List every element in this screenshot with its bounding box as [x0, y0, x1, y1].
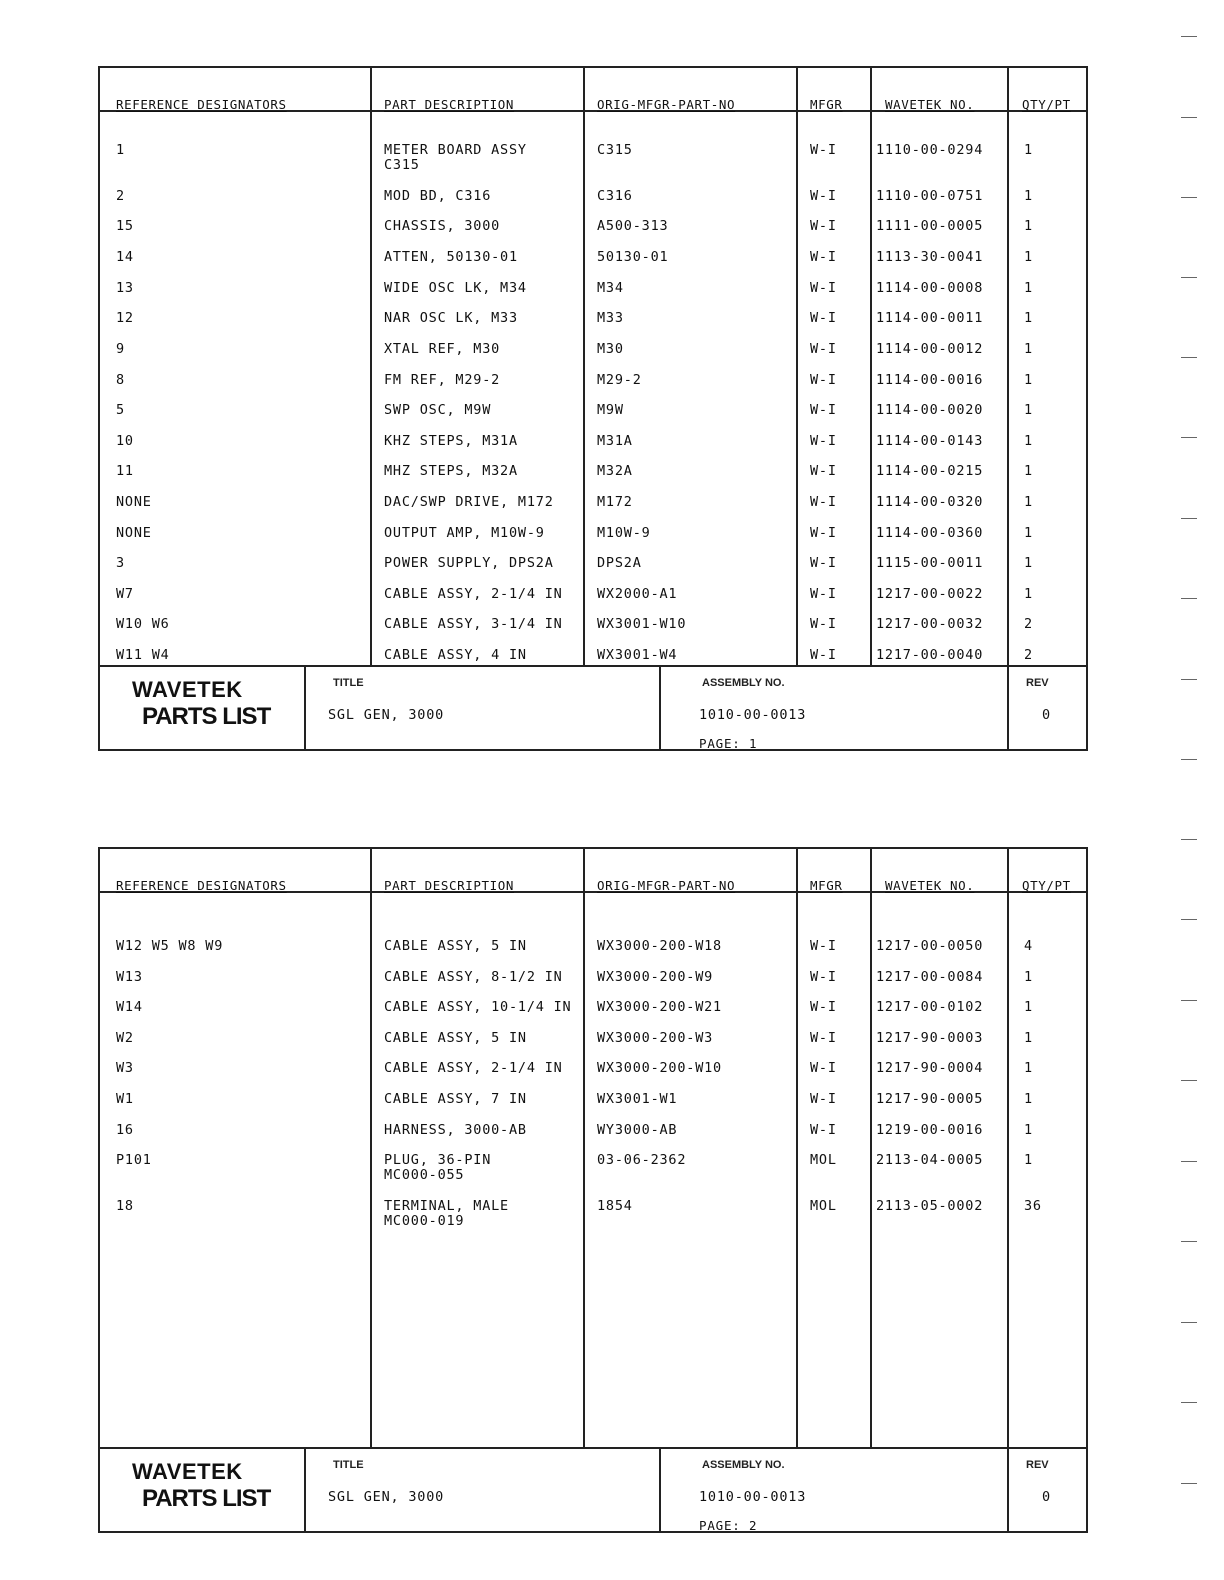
cell-qty: 2	[1024, 616, 1033, 632]
header-desc: PART DESCRIPTION	[384, 878, 515, 893]
margin-tick	[1181, 1000, 1197, 1001]
parts-list-sheet-page-2	[98, 847, 1088, 1533]
assembly-label: ASSEMBLY NO.	[702, 1459, 785, 1471]
cell-orig: WY3000-AB	[597, 1122, 678, 1138]
cell-wavetek: 2113-05-0002	[876, 1198, 984, 1214]
margin-tick	[1181, 679, 1197, 680]
logo-wordmark: WAVETEK	[132, 1459, 243, 1484]
cell-orig: WX3001-W1	[597, 1091, 678, 1107]
cell-desc: SWP OSC, M9W	[384, 402, 492, 418]
cell-mfgr: W-I	[810, 463, 837, 479]
title-block-divider	[659, 665, 661, 749]
margin-tick	[1181, 36, 1197, 37]
margin-tick	[1181, 1080, 1197, 1081]
header-orig: ORIG-MFGR-PART-NO	[597, 97, 736, 112]
cell-desc: MHZ STEPS, M32A	[384, 463, 518, 479]
page-number: PAGE: 1	[699, 736, 758, 751]
parts-list-sheet-page-1	[98, 66, 1088, 751]
cell-desc: CABLE ASSY, 4 IN	[384, 647, 527, 663]
header-wavetek: WAVETEK NO.	[885, 97, 975, 112]
cell-ref: NONE	[116, 525, 152, 541]
margin-tick	[1181, 1483, 1197, 1484]
title-block-divider	[1007, 1447, 1009, 1531]
cell-orig: WX3000-200-W9	[597, 969, 714, 985]
cell-mfgr: W-I	[810, 525, 837, 541]
cell-mfgr: MOL	[810, 1152, 837, 1168]
page-number: PAGE: 2	[699, 1518, 758, 1533]
column-divider	[583, 68, 585, 667]
cell-orig: M33	[597, 310, 624, 326]
cell-desc: CABLE ASSY, 7 IN	[384, 1091, 527, 1107]
column-divider	[796, 68, 798, 667]
cell-orig: M10W-9	[597, 525, 651, 541]
cell-qty: 1	[1024, 218, 1033, 234]
cell-ref: W10 W6	[116, 616, 170, 632]
cell-qty: 1	[1024, 1152, 1033, 1168]
cell-orig: M29-2	[597, 372, 642, 388]
cell-desc: METER BOARD ASSY C315	[384, 142, 527, 173]
column-divider	[370, 68, 372, 667]
cell-qty: 1	[1024, 249, 1033, 265]
logo-wordmark: WAVETEK	[132, 677, 243, 702]
assembly-value: 1010-00-0013	[699, 707, 807, 723]
cell-wavetek: 1114-00-0008	[876, 280, 984, 296]
cell-wavetek: 1115-00-0011	[876, 555, 984, 571]
title-block	[100, 665, 1086, 749]
margin-tick	[1181, 117, 1197, 118]
cell-qty: 1	[1024, 525, 1033, 541]
cell-orig: M30	[597, 341, 624, 357]
title-block-divider	[304, 1447, 306, 1531]
rev-label: REV	[1026, 1459, 1049, 1471]
cell-wavetek: 1217-00-0022	[876, 586, 984, 602]
cell-mfgr: W-I	[810, 999, 837, 1015]
cell-qty: 1	[1024, 463, 1033, 479]
cell-desc: NAR OSC LK, M33	[384, 310, 518, 326]
cell-mfgr: W-I	[810, 938, 837, 954]
cell-desc: POWER SUPPLY, DPS2A	[384, 555, 554, 571]
cell-mfgr: W-I	[810, 249, 837, 265]
cell-mfgr: W-I	[810, 310, 837, 326]
header-mfgr: MFGR	[810, 878, 843, 893]
cell-orig: M9W	[597, 402, 624, 418]
cell-orig: 03-06-2362	[597, 1152, 687, 1168]
cell-mfgr: W-I	[810, 341, 837, 357]
cell-ref: W1	[116, 1091, 134, 1107]
column-divider	[870, 849, 872, 1449]
cell-ref: W2	[116, 1030, 134, 1046]
title-value: SGL GEN, 3000	[328, 1489, 445, 1505]
cell-ref: 13	[116, 280, 134, 296]
cell-mfgr: W-I	[810, 969, 837, 985]
cell-qty: 1	[1024, 494, 1033, 510]
title-value: SGL GEN, 3000	[328, 707, 445, 723]
column-divider	[796, 849, 798, 1449]
margin-tick	[1181, 1241, 1197, 1242]
cell-ref: 16	[116, 1122, 134, 1138]
cell-desc: XTAL REF, M30	[384, 341, 501, 357]
cell-orig: WX3000-200-W3	[597, 1030, 714, 1046]
cell-desc: CABLE ASSY, 5 IN	[384, 1030, 527, 1046]
cell-ref: 10	[116, 433, 134, 449]
cell-desc: TERMINAL, MALE MC000-019	[384, 1198, 509, 1229]
cell-wavetek: 1110-00-0294	[876, 142, 984, 158]
margin-tick	[1181, 759, 1197, 760]
title-label: TITLE	[333, 677, 364, 689]
cell-mfgr: MOL	[810, 1198, 837, 1214]
cell-orig: DPS2A	[597, 555, 642, 571]
cell-ref: 1	[116, 142, 125, 158]
cell-wavetek: 1114-00-0011	[876, 310, 984, 326]
cell-qty: 1	[1024, 188, 1033, 204]
margin-tick	[1181, 919, 1197, 920]
cell-wavetek: 2113-04-0005	[876, 1152, 984, 1168]
title-block-divider	[659, 1447, 661, 1531]
cell-qty: 1	[1024, 402, 1033, 418]
column-divider	[1007, 68, 1009, 667]
margin-tick	[1181, 598, 1197, 599]
cell-desc: KHZ STEPS, M31A	[384, 433, 518, 449]
cell-wavetek: 1114-00-0320	[876, 494, 984, 510]
rev-label: REV	[1026, 677, 1049, 689]
cell-orig: WX3001-W4	[597, 647, 678, 663]
cell-ref: 9	[116, 341, 125, 357]
cell-wavetek: 1114-00-0016	[876, 372, 984, 388]
column-divider	[583, 849, 585, 1449]
cell-wavetek: 1217-90-0003	[876, 1030, 984, 1046]
margin-tick	[1181, 277, 1197, 278]
cell-orig: WX3001-W10	[597, 616, 687, 632]
cell-desc: HARNESS, 3000-AB	[384, 1122, 527, 1138]
cell-qty: 1	[1024, 1091, 1033, 1107]
cell-orig: C316	[597, 188, 633, 204]
cell-mfgr: W-I	[810, 280, 837, 296]
title-block-divider	[304, 665, 306, 749]
cell-ref: 15	[116, 218, 134, 234]
cell-desc: CABLE ASSY, 5 IN	[384, 938, 527, 954]
column-divider	[370, 849, 372, 1449]
cell-orig: M32A	[597, 463, 633, 479]
cell-qty: 1	[1024, 310, 1033, 326]
cell-orig: M34	[597, 280, 624, 296]
cell-qty: 2	[1024, 647, 1033, 663]
cell-ref: 2	[116, 188, 125, 204]
cell-orig: WX2000-A1	[597, 586, 678, 602]
header-ref: REFERENCE DESIGNATORS	[116, 878, 287, 893]
cell-wavetek: 1217-00-0084	[876, 969, 984, 985]
cell-qty: 1	[1024, 280, 1033, 296]
cell-mfgr: W-I	[810, 555, 837, 571]
cell-mfgr: W-I	[810, 1060, 837, 1076]
cell-mfgr: W-I	[810, 494, 837, 510]
assembly-value: 1010-00-0013	[699, 1489, 807, 1505]
header-wavetek: WAVETEK NO.	[885, 878, 975, 893]
margin-tick	[1181, 357, 1197, 358]
title-block	[100, 1447, 1086, 1531]
cell-wavetek: 1217-00-0050	[876, 938, 984, 954]
header-mfgr: MFGR	[810, 97, 843, 112]
cell-wavetek: 1217-00-0040	[876, 647, 984, 663]
cell-ref: 14	[116, 249, 134, 265]
cell-qty: 36	[1024, 1198, 1042, 1214]
cell-orig: C315	[597, 142, 633, 158]
cell-wavetek: 1217-90-0004	[876, 1060, 984, 1076]
cell-orig: WX3000-200-W10	[597, 1060, 722, 1076]
cell-mfgr: W-I	[810, 647, 837, 663]
cell-qty: 1	[1024, 1060, 1033, 1076]
cell-mfgr: W-I	[810, 402, 837, 418]
cell-wavetek: 1114-00-0143	[876, 433, 984, 449]
margin-tick	[1181, 1402, 1197, 1403]
cell-wavetek: 1114-00-0012	[876, 341, 984, 357]
wavetek-logo	[100, 665, 304, 749]
cell-mfgr: W-I	[810, 433, 837, 449]
cell-orig: 1854	[597, 1198, 633, 1214]
cell-qty: 1	[1024, 1122, 1033, 1138]
cell-ref: 18	[116, 1198, 134, 1214]
cell-ref: 3	[116, 555, 125, 571]
margin-tick	[1181, 437, 1197, 438]
cell-wavetek: 1114-00-0360	[876, 525, 984, 541]
margin-tick	[1181, 518, 1197, 519]
cell-qty: 1	[1024, 555, 1033, 571]
margin-tick	[1181, 1322, 1197, 1323]
cell-ref: W12 W5 W8 W9	[116, 938, 224, 954]
cell-mfgr: W-I	[810, 1091, 837, 1107]
cell-orig: M172	[597, 494, 633, 510]
cell-ref: 8	[116, 372, 125, 388]
rev-value: 0	[1042, 1489, 1051, 1505]
cell-desc: OUTPUT AMP, M10W-9	[384, 525, 545, 541]
cell-orig: A500-313	[597, 218, 669, 234]
cell-desc: WIDE OSC LK, M34	[384, 280, 527, 296]
cell-wavetek: 1113-30-0041	[876, 249, 984, 265]
cell-desc: CHASSIS, 3000	[384, 218, 501, 234]
cell-desc: CABLE ASSY, 8-1/2 IN	[384, 969, 563, 985]
margin-tick	[1181, 1161, 1197, 1162]
cell-qty: 1	[1024, 1030, 1033, 1046]
header-orig: ORIG-MFGR-PART-NO	[597, 878, 736, 893]
cell-mfgr: W-I	[810, 218, 837, 234]
cell-wavetek: 1110-00-0751	[876, 188, 984, 204]
cell-wavetek: 1217-00-0102	[876, 999, 984, 1015]
cell-desc: PLUG, 36-PIN MC000-055	[384, 1152, 492, 1183]
cell-qty: 1	[1024, 142, 1033, 158]
logo-subtitle: PARTS LIST	[142, 703, 271, 730]
cell-ref: P101	[116, 1152, 152, 1168]
cell-orig: 50130-01	[597, 249, 669, 265]
margin-tick	[1181, 839, 1197, 840]
cell-desc: MOD BD, C316	[384, 188, 492, 204]
cell-mfgr: W-I	[810, 142, 837, 158]
cell-mfgr: W-I	[810, 616, 837, 632]
wavetek-logo	[100, 1447, 304, 1531]
cell-desc: CABLE ASSY, 2-1/4 IN	[384, 586, 563, 602]
cell-wavetek: 1114-00-0020	[876, 402, 984, 418]
cell-desc: DAC/SWP DRIVE, M172	[384, 494, 554, 510]
header-ref: REFERENCE DESIGNATORS	[116, 97, 287, 112]
cell-ref: W11 W4	[116, 647, 170, 663]
cell-wavetek: 1217-00-0032	[876, 616, 984, 632]
cell-ref: 12	[116, 310, 134, 326]
cell-qty: 1	[1024, 586, 1033, 602]
rev-value: 0	[1042, 707, 1051, 723]
cell-wavetek: 1219-00-0016	[876, 1122, 984, 1138]
title-block-divider	[1007, 665, 1009, 749]
cell-ref: NONE	[116, 494, 152, 510]
column-divider	[870, 68, 872, 667]
cell-orig: WX3000-200-W18	[597, 938, 722, 954]
cell-ref: W7	[116, 586, 134, 602]
cell-qty: 1	[1024, 999, 1033, 1015]
cell-ref: W13	[116, 969, 143, 985]
cell-orig: M31A	[597, 433, 633, 449]
cell-desc: CABLE ASSY, 10-1/4 IN	[384, 999, 572, 1015]
cell-wavetek: 1114-00-0215	[876, 463, 984, 479]
cell-mfgr: W-I	[810, 586, 837, 602]
cell-desc: FM REF, M29-2	[384, 372, 501, 388]
cell-ref: W3	[116, 1060, 134, 1076]
cell-qty: 1	[1024, 433, 1033, 449]
cell-wavetek: 1111-00-0005	[876, 218, 984, 234]
assembly-label: ASSEMBLY NO.	[702, 677, 785, 689]
cell-qty: 1	[1024, 372, 1033, 388]
cell-qty: 1	[1024, 341, 1033, 357]
cell-wavetek: 1217-90-0005	[876, 1091, 984, 1107]
cell-qty: 1	[1024, 969, 1033, 985]
column-divider	[1007, 849, 1009, 1449]
cell-mfgr: W-I	[810, 1030, 837, 1046]
header-desc: PART DESCRIPTION	[384, 97, 515, 112]
cell-desc: ATTEN, 50130-01	[384, 249, 518, 265]
cell-qty: 4	[1024, 938, 1033, 954]
cell-ref: 5	[116, 402, 125, 418]
cell-mfgr: W-I	[810, 372, 837, 388]
header-qty: QTY/PT	[1022, 97, 1071, 112]
cell-ref: 11	[116, 463, 134, 479]
cell-mfgr: W-I	[810, 1122, 837, 1138]
cell-desc: CABLE ASSY, 3-1/4 IN	[384, 616, 563, 632]
cell-orig: WX3000-200-W21	[597, 999, 722, 1015]
logo-subtitle: PARTS LIST	[142, 1485, 271, 1512]
cell-ref: W14	[116, 999, 143, 1015]
margin-tick	[1181, 197, 1197, 198]
header-qty: QTY/PT	[1022, 878, 1071, 893]
cell-mfgr: W-I	[810, 188, 837, 204]
cell-desc: CABLE ASSY, 2-1/4 IN	[384, 1060, 563, 1076]
title-label: TITLE	[333, 1459, 364, 1471]
